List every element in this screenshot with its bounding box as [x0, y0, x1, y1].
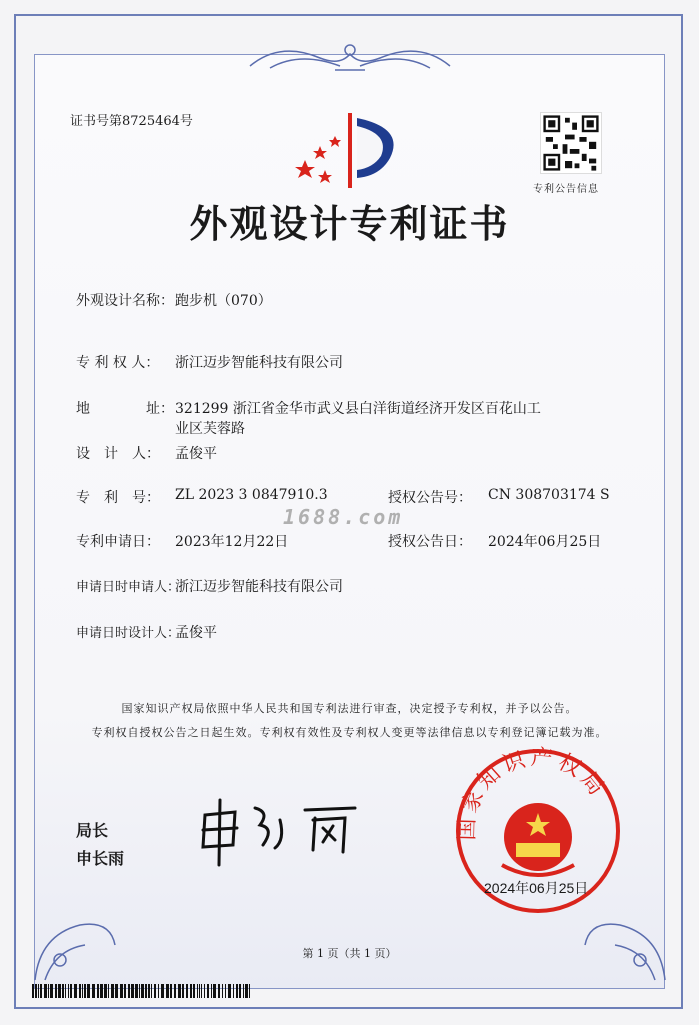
seal-date: 2024年06月25日: [484, 880, 589, 896]
grant-date-label: 授权公告日：: [388, 534, 472, 550]
page-title: 外观设计专利证书: [189, 201, 510, 246]
address-label-1: 地: [76, 401, 90, 417]
address-line-2: 业区芙蓉路: [175, 421, 245, 437]
grant-pub-no: CN 308703174 S: [488, 487, 610, 503]
address-line-1: 321299 浙江省金华市武义县白洋街道经济开发区百花山工: [175, 401, 541, 417]
filing-date-label: 专利申请日：: [76, 534, 160, 550]
page-number: 第 1 页（共 1 页）: [302, 947, 397, 960]
cnipa-logo: [295, 108, 405, 193]
patentee: 浙江迈步智能科技有限公司: [175, 355, 343, 371]
design-name-label: 外观设计名称：: [76, 293, 174, 309]
address-label-2: 址：: [146, 401, 174, 417]
applicant-at-filing-label: 申请日时申请人：: [76, 580, 181, 595]
design-name: 跑步机（070）: [175, 293, 272, 309]
designer: 孟俊平: [175, 446, 217, 462]
top-ornament: [240, 36, 460, 76]
designer-label: 设 计 人：: [76, 446, 160, 462]
filing-date: 2023年12月22日: [175, 534, 289, 550]
patent-no: ZL 2023 3 0847910.3: [175, 487, 328, 503]
designer-at-filing-label: 申请日时设计人：: [76, 626, 181, 641]
barcode: [32, 984, 254, 998]
designer-at-filing: 孟俊平: [175, 625, 217, 641]
patent-no-label: 专 利 号：: [76, 490, 160, 506]
qr-code: [540, 112, 602, 174]
patentee-label: 专 利 权 人：: [76, 355, 160, 371]
signatory-title: 局长: [76, 821, 109, 840]
grant-pub-no-label: 授权公告号：: [388, 490, 472, 506]
signatory-name: 申长雨: [76, 849, 125, 868]
notice-line-2: 专利权自授权公告之日起生效。专利权有效性及专利权人变更等法律信息以专利登记簿记载为准。: [91, 726, 608, 739]
grant-date: 2024年06月25日: [488, 534, 602, 550]
signature: [195, 790, 365, 870]
svg-text:国家知识产权局: 国家知识产权局: [453, 745, 612, 841]
certificate-number: 证书号第8725464号: [70, 114, 193, 129]
qr-label: 专利公告信息: [533, 184, 599, 195]
applicant-at-filing: 浙江迈步智能科技有限公司: [175, 579, 343, 595]
watermark-text: 1688.com: [283, 505, 404, 529]
notice-line-1: 国家知识产权局依照中华人民共和国专利法进行审查，决定授予专利权，并予以公告。: [121, 702, 578, 715]
